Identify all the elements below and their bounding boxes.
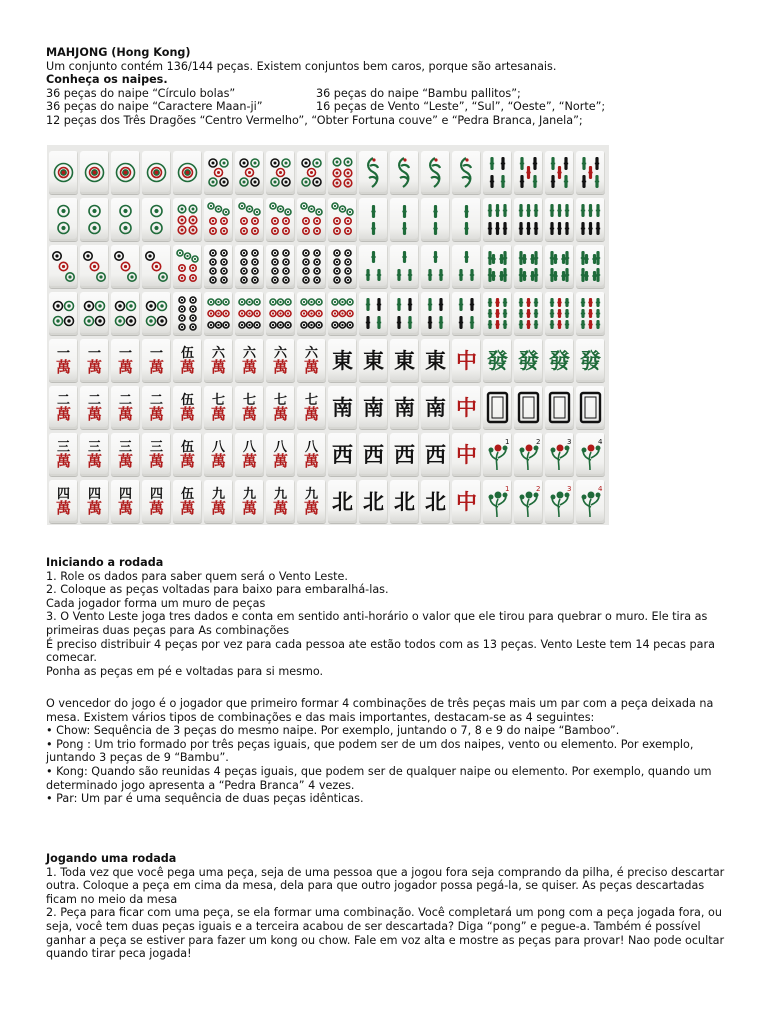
bamboo-tile <box>421 151 450 194</box>
bamboo-tile <box>421 292 450 335</box>
naipes-left: 36 peças do naipe “Círculo bolas” <box>46 86 236 100</box>
wind-tile-glyph: 東 <box>363 348 384 373</box>
bamboo-tile <box>483 198 512 241</box>
character-tile <box>297 480 326 523</box>
bamboo-tile <box>452 245 481 288</box>
bamboo-tile <box>390 245 419 288</box>
character-number: 伍 <box>180 439 194 455</box>
circle-tile <box>49 292 78 335</box>
character-number: 三 <box>56 439 70 455</box>
circle-tile <box>328 198 357 241</box>
wind-tile <box>328 433 357 476</box>
circle-tile <box>328 292 357 335</box>
circle-tile <box>111 151 140 194</box>
wind-tile <box>390 386 419 429</box>
white-dragon-tile <box>545 386 574 429</box>
character-number: 七 <box>211 392 225 408</box>
character-wan: 萬 <box>303 451 319 470</box>
flower-number: 4 <box>598 485 603 493</box>
character-tile <box>142 480 171 523</box>
green-dragon-tile-glyph: 發 <box>549 348 570 373</box>
bamboo-tile <box>421 198 450 241</box>
white-dragon-tile <box>483 386 512 429</box>
character-wan: 萬 <box>272 498 288 517</box>
character-number: 四 <box>118 486 132 502</box>
character-tile <box>142 433 171 476</box>
mahjong-tiles-photo <box>47 145 609 525</box>
character-tile <box>142 339 171 382</box>
character-tile <box>173 339 202 382</box>
bamboo-tile <box>576 151 605 194</box>
character-number: 四 <box>56 486 70 502</box>
wind-tile-glyph: 東 <box>332 348 353 373</box>
character-wan: 萬 <box>241 357 257 376</box>
character-tile <box>80 386 109 429</box>
character-tile <box>49 386 78 429</box>
circle-tile <box>142 245 171 288</box>
character-wan: 萬 <box>210 451 226 470</box>
character-number: 三 <box>118 439 132 455</box>
flower-tile <box>576 433 605 476</box>
character-wan: 萬 <box>179 498 195 517</box>
character-number: 七 <box>304 392 318 408</box>
character-tile <box>266 480 295 523</box>
flower-tile <box>576 480 605 523</box>
character-number: 二 <box>56 392 70 408</box>
wind-tile-glyph: 西 <box>394 442 415 467</box>
character-wan: 萬 <box>210 498 226 517</box>
bamboo-tile <box>452 198 481 241</box>
character-wan: 萬 <box>117 498 133 517</box>
red-dragon-tile-glyph: 中 <box>456 348 477 373</box>
character-number: 伍 <box>180 345 194 361</box>
naipes-right: 16 peças de Vento “Leste”, “Sul”, “Oeste”, “Norte”; <box>316 100 606 114</box>
circle-tile <box>49 198 78 241</box>
bamboo-tile <box>576 292 605 335</box>
circle-tile <box>173 151 202 194</box>
character-wan: 萬 <box>148 404 164 423</box>
bamboo-tile <box>483 292 512 335</box>
wind-tile <box>328 386 357 429</box>
jogando-line: 2. Peça para ficar com uma peça, se ela formar uma combinação. Você completará um pong com a peça jogada fora, ou seja, você tem duas peças iguais e a terceira acabou de ser descartada? Diga “pong” e pegue-a. Também é possível ganhar a peça se estiver para fazer um kong ou chow. Fale em voz alta e mostre as peças para provar! Nao pode ocultar quando tirar peca jogada! <box>46 906 725 961</box>
wind-tile-glyph: 東 <box>394 348 415 373</box>
character-tile <box>235 480 264 523</box>
character-number: 七 <box>273 392 287 408</box>
character-tile <box>204 480 233 523</box>
character-number: 八 <box>273 439 287 455</box>
flower-number: 2 <box>536 485 541 493</box>
red-dragon-tile <box>452 386 481 429</box>
character-tile <box>111 480 140 523</box>
wind-tile <box>421 386 450 429</box>
iniciando-line: Ponha as peças em pé e voltadas para si mesmo. <box>46 664 324 678</box>
red-dragon-tile <box>452 339 481 382</box>
character-wan: 萬 <box>55 357 71 376</box>
character-wan: 萬 <box>86 451 102 470</box>
red-dragon-tile-glyph: 中 <box>456 489 477 514</box>
character-tile <box>49 339 78 382</box>
vencedor-section <box>46 697 736 806</box>
character-tile <box>266 339 295 382</box>
circle-tile <box>142 198 171 241</box>
naipes-heading: Conheça os naipes. <box>46 73 168 87</box>
character-number: 六 <box>273 345 287 361</box>
circle-tile <box>297 245 326 288</box>
circle-tile <box>142 292 171 335</box>
green-dragon-tile <box>545 339 574 382</box>
naipes-left: 36 peças do naipe “Caractere Maan-ji” <box>46 100 263 114</box>
character-tile <box>204 386 233 429</box>
vencedor-line: • Kong: Quando são reunidas 4 peças iguais, que podem ser de qualquer naipe ou elemento. Por exemplo, quando um determinado jogo apresenta a “Pedra Branca” 4 vezes. <box>46 764 712 792</box>
bamboo-tile <box>359 198 388 241</box>
circle-tile <box>204 292 233 335</box>
character-tile <box>266 433 295 476</box>
character-number: 三 <box>149 439 163 455</box>
iniciando-line: É preciso distribuir 4 peças por vez para cada pessoa ate estão todos com as 13 peças. Vento Leste tem 14 pecas para comecar. <box>46 637 715 665</box>
character-wan: 萬 <box>148 498 164 517</box>
character-tile <box>111 386 140 429</box>
circle-tile <box>328 245 357 288</box>
character-wan: 萬 <box>241 404 257 423</box>
character-tile <box>142 386 171 429</box>
iniciando-line: 3. O Vento Leste joga tres dados e conta em sentido anti-horário o valor que ele tirou para quebrar o muro. Ele tira as primeiras duas peças para As combinações <box>46 610 708 637</box>
character-tile <box>297 386 326 429</box>
wind-tile-glyph: 北 <box>332 489 353 514</box>
jogando-line: 1. Toda vez que você pega uma peça, seja de uma pessoa que a jogou fora seja comprando da pilha, é preciso descartar outra. Coloque a peça em cima da mesa, dela para que outro jogador possa pegá-la, se quiser. As peças descartadas ficam no meio da mesa <box>46 865 725 906</box>
wind-tile <box>359 339 388 382</box>
circle-tile <box>80 292 109 335</box>
naipes-row <box>46 100 736 114</box>
circle-tile <box>266 198 295 241</box>
bamboo-tile <box>421 245 450 288</box>
bamboo-tile <box>514 292 543 335</box>
character-wan: 萬 <box>179 451 195 470</box>
bamboo-tile <box>514 151 543 194</box>
character-tile <box>49 480 78 523</box>
character-wan: 萬 <box>272 357 288 376</box>
bamboo-tile <box>483 245 512 288</box>
character-number: 八 <box>242 439 256 455</box>
circle-tile <box>297 198 326 241</box>
circle-tile <box>80 245 109 288</box>
wind-tile <box>390 433 419 476</box>
wind-tile-glyph: 北 <box>394 489 415 514</box>
wind-tile-glyph: 西 <box>363 442 384 467</box>
iniciando-line: 2. Coloque as peças voltadas para baixo para embaralhá-las. <box>46 583 389 597</box>
flower-tile <box>545 433 574 476</box>
bamboo-tile <box>545 198 574 241</box>
character-number: 六 <box>304 345 318 361</box>
circle-tile <box>204 245 233 288</box>
character-tile <box>80 339 109 382</box>
character-wan: 萬 <box>117 451 133 470</box>
green-dragon-tile-glyph: 發 <box>518 348 539 373</box>
circle-tile <box>266 292 295 335</box>
iniciando-line: Cada jogador forma um muro de peças <box>46 596 266 610</box>
wind-tile-glyph: 南 <box>394 395 415 420</box>
wind-tile <box>328 480 357 523</box>
vencedor-line: • Pong : Um trio formado por três peças iguais, que podem ser de um dos naipes, vento ou elemento. Por exemplo, juntando 3 peças de 9 “Bambu”. <box>46 737 694 765</box>
character-number: 伍 <box>180 486 194 502</box>
wind-tile-glyph: 西 <box>332 442 353 467</box>
character-number: 一 <box>87 345 101 361</box>
circle-tile <box>328 151 357 194</box>
character-tile <box>297 339 326 382</box>
circle-tile <box>266 245 295 288</box>
bamboo-tile <box>390 198 419 241</box>
flower-tile <box>514 433 543 476</box>
flower-tile <box>514 480 543 523</box>
character-number: 七 <box>242 392 256 408</box>
flower-number: 3 <box>567 485 572 493</box>
character-number: 六 <box>211 345 225 361</box>
red-dragon-tile-glyph: 中 <box>456 442 477 467</box>
character-number: 九 <box>242 486 256 502</box>
vencedor-line: • Par: Um par é uma sequência de duas peças idênticas. <box>46 792 364 806</box>
intro-section <box>46 46 736 128</box>
circle-tile <box>297 292 326 335</box>
character-tile <box>80 433 109 476</box>
naipes-right: 36 peças do naipe “Bambu pallitos”; <box>316 86 521 100</box>
circle-tile <box>235 151 264 194</box>
character-number: 八 <box>211 439 225 455</box>
bamboo-tile <box>359 245 388 288</box>
character-wan: 萬 <box>86 498 102 517</box>
flower-tile <box>483 433 512 476</box>
character-number: 四 <box>149 486 163 502</box>
bamboo-tile <box>390 151 419 194</box>
character-tile <box>235 339 264 382</box>
character-wan: 萬 <box>179 357 195 376</box>
character-tile <box>173 480 202 523</box>
wind-tile-glyph: 南 <box>425 395 446 420</box>
bamboo-tile <box>483 151 512 194</box>
character-wan: 萬 <box>55 404 71 423</box>
wind-tile <box>328 339 357 382</box>
circle-tile <box>49 151 78 194</box>
circle-tile <box>204 198 233 241</box>
character-tile <box>266 386 295 429</box>
flower-number: 2 <box>536 438 541 446</box>
jogando-heading: Jogando uma rodada <box>46 852 177 865</box>
circle-tile <box>235 198 264 241</box>
bamboo-tile <box>545 292 574 335</box>
jogando-section <box>46 852 736 961</box>
iniciando-section <box>46 556 736 678</box>
circle-tile <box>204 151 233 194</box>
circle-tile <box>49 245 78 288</box>
wind-tile-glyph: 西 <box>425 442 446 467</box>
wind-tile-glyph: 南 <box>363 395 384 420</box>
character-tile <box>80 480 109 523</box>
bamboo-tile <box>576 245 605 288</box>
bamboo-tile <box>576 198 605 241</box>
character-number: 伍 <box>180 392 194 408</box>
circle-tile <box>111 198 140 241</box>
circle-tile <box>297 151 326 194</box>
flower-number: 3 <box>567 438 572 446</box>
bamboo-tile <box>514 198 543 241</box>
circle-tile <box>80 198 109 241</box>
wind-tile-glyph: 南 <box>332 395 353 420</box>
green-dragon-tile <box>576 339 605 382</box>
character-wan: 萬 <box>241 451 257 470</box>
wind-tile <box>359 433 388 476</box>
circle-tile <box>235 292 264 335</box>
character-wan: 萬 <box>272 451 288 470</box>
circle-tile <box>111 245 140 288</box>
character-number: 二 <box>118 392 132 408</box>
character-wan: 萬 <box>303 498 319 517</box>
naipes-row <box>46 87 736 101</box>
character-tile <box>235 433 264 476</box>
intro-text: Um conjunto contém 136/144 peças. Existem conjuntos bem caros, porque são artesanais. <box>46 59 557 73</box>
white-dragon-tile <box>514 386 543 429</box>
green-dragon-tile-glyph: 發 <box>580 348 601 373</box>
bamboo-tile <box>514 245 543 288</box>
bamboo-tile <box>545 151 574 194</box>
circle-tile <box>173 198 202 241</box>
flower-number: 1 <box>505 485 510 493</box>
bamboo-tile <box>452 151 481 194</box>
iniciando-heading: Iniciando a rodada <box>46 556 164 569</box>
character-tile <box>173 433 202 476</box>
character-wan: 萬 <box>86 357 102 376</box>
character-number: 四 <box>87 486 101 502</box>
circle-tile <box>111 292 140 335</box>
character-wan: 萬 <box>86 404 102 423</box>
red-dragon-tile <box>452 480 481 523</box>
character-tile <box>297 433 326 476</box>
character-tile <box>204 433 233 476</box>
green-dragon-tile <box>483 339 512 382</box>
iniciando-line: 1. Role os dados para saber quem será o Vento Leste. <box>46 569 348 583</box>
character-number: 六 <box>242 345 256 361</box>
character-tile <box>49 433 78 476</box>
red-dragon-tile-glyph: 中 <box>456 395 477 420</box>
character-number: 一 <box>118 345 132 361</box>
circle-tile <box>266 151 295 194</box>
character-wan: 萬 <box>148 451 164 470</box>
vencedor-line: O vencedor do jogo é o jogador que primeiro formar 4 combinações de três peças mais um par com a peça deixada na mesa. Existem vários tipos de combinações e das mais importantes, destacam-se as 4 seguintes: <box>46 697 714 724</box>
wind-tile <box>421 433 450 476</box>
character-tile <box>111 433 140 476</box>
character-number: 一 <box>149 345 163 361</box>
wind-tile <box>359 480 388 523</box>
character-wan: 萬 <box>272 404 288 423</box>
character-number: 八 <box>304 439 318 455</box>
wind-tile-glyph: 北 <box>363 489 384 514</box>
flower-number: 1 <box>505 438 510 446</box>
character-tile <box>173 386 202 429</box>
character-number: 二 <box>87 392 101 408</box>
character-tile <box>204 339 233 382</box>
wind-tile <box>421 339 450 382</box>
circle-tile <box>80 151 109 194</box>
flower-tile <box>483 480 512 523</box>
character-wan: 萬 <box>117 404 133 423</box>
bamboo-tile <box>452 292 481 335</box>
wind-tile-glyph: 北 <box>425 489 446 514</box>
circle-tile <box>173 292 202 335</box>
white-dragon-tile <box>576 386 605 429</box>
character-number: 二 <box>149 392 163 408</box>
character-wan: 萬 <box>117 357 133 376</box>
circle-tile <box>235 245 264 288</box>
green-dragon-tile <box>514 339 543 382</box>
naipes-last: 12 peças dos Três Dragões “Centro Vermelho”, “Obter Fortuna couve” e “Pedra Branca, Janela”; <box>46 113 583 127</box>
character-wan: 萬 <box>210 404 226 423</box>
character-wan: 萬 <box>303 357 319 376</box>
character-number: 九 <box>273 486 287 502</box>
wind-tile <box>390 339 419 382</box>
flower-number: 4 <box>598 438 603 446</box>
wind-tile <box>390 480 419 523</box>
green-dragon-tile-glyph: 發 <box>487 348 508 373</box>
character-tile <box>235 386 264 429</box>
document-title: MAHJONG (Hong Kong) <box>46 46 191 59</box>
character-wan: 萬 <box>179 404 195 423</box>
character-number: 九 <box>304 486 318 502</box>
flower-tile <box>545 480 574 523</box>
character-wan: 萬 <box>303 404 319 423</box>
character-wan: 萬 <box>55 498 71 517</box>
wind-tile-glyph: 東 <box>425 348 446 373</box>
bamboo-tile <box>359 151 388 194</box>
character-wan: 萬 <box>241 498 257 517</box>
character-wan: 萬 <box>55 451 71 470</box>
wind-tile <box>359 386 388 429</box>
wind-tile <box>421 480 450 523</box>
circle-tile <box>142 151 171 194</box>
character-wan: 萬 <box>148 357 164 376</box>
character-number: 九 <box>211 486 225 502</box>
bamboo-tile <box>359 292 388 335</box>
bamboo-tile <box>390 292 419 335</box>
character-wan: 萬 <box>210 357 226 376</box>
circle-tile <box>173 245 202 288</box>
bamboo-tile <box>545 245 574 288</box>
character-number: 一 <box>56 345 70 361</box>
character-tile <box>111 339 140 382</box>
red-dragon-tile <box>452 433 481 476</box>
character-number: 三 <box>87 439 101 455</box>
vencedor-line: • Chow: Sequência de 3 peças do mesmo naipe. Por exemplo, juntando o 7, 8 e 9 do naipe “Bamboo”. <box>46 724 620 738</box>
